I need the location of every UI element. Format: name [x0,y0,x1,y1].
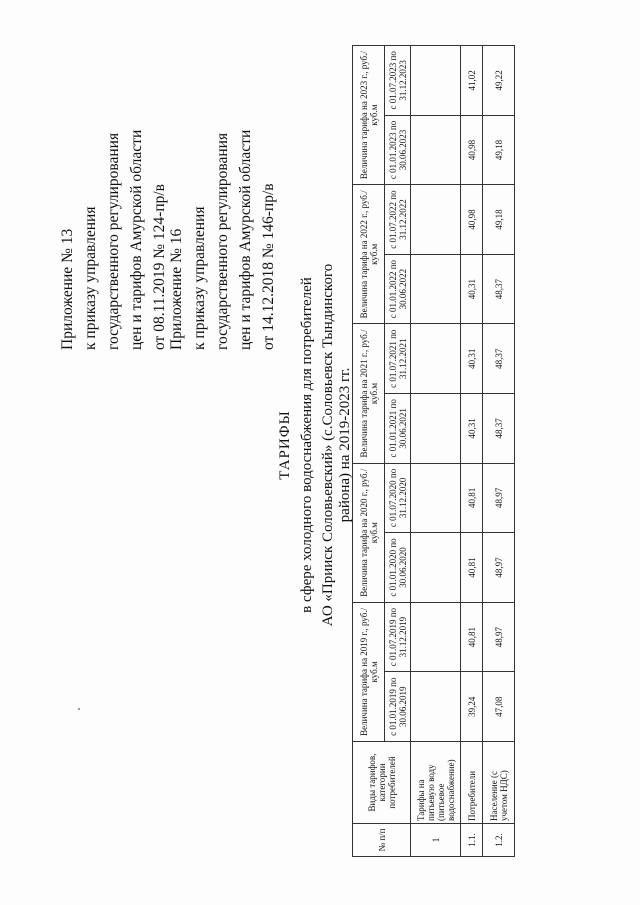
row-label: Население (с учетом НДС) [483,742,515,824]
period-header: с 01.01.2020 по 30.06.2020 [385,533,411,603]
period-header: с 01.01.2019 по 30.06.2019 [385,672,411,742]
table-period-row [385,46,411,857]
row-number: 1 [411,824,461,857]
tariff-value: 48,37 [483,394,515,464]
period-header: с 01.01.2021 по 30.06.2021 [385,394,411,464]
table-row [411,46,461,857]
col-header-year: Величина тарифа на 2020 г., руб./куб.м [353,463,385,602]
period-header: с 01.07.2021 по 31.12.2021 [385,324,411,394]
tariff-value: 48,97 [483,463,515,533]
appendix-13-line: государственного регулирования [105,132,122,350]
document-subtitle: в сфере холодного водоснабжения для потребителей [299,277,315,613]
tariff-value: 40,98 [461,185,483,255]
tariff-value [411,185,461,255]
period-header: с 01.01.2023 по 30.06.2023 [385,115,411,185]
tariff-value: 40,31 [461,254,483,324]
appendix-16-block [165,130,280,350]
appendix-16-line: Приложение № 16 [168,228,185,350]
tariff-value: 40,98 [461,115,483,185]
row-label: Потребители [461,742,483,824]
period-header: с 01.01.2022 по 30.06.2022 [385,254,411,324]
tariff-value: 40,31 [461,394,483,464]
scan-speck [78,708,80,710]
appendix-13-line: к приказу управления [82,206,99,350]
row-number: 1.1. [461,824,483,857]
table-header-row [353,46,385,857]
document-subtitle-org: АО «Прииск Соловьевский» (с.Соловьевск Тындинского района) на 2019-2023 гг. [320,263,353,627]
appendix-13-line: от 08.11.2019 № 124-пр/в [151,184,168,350]
tariff-value: 40,81 [461,533,483,603]
tariff-value [411,533,461,603]
document-title: ТАРИФЫ [277,410,293,480]
col-header-year: Величина тарифа на 2022 г., руб./куб.м [353,185,385,324]
tariff-value: 48,37 [483,324,515,394]
period-header: с 01.07.2020 по 31.12.2020 [385,463,411,533]
table-row [461,46,483,857]
tariff-value: 40,31 [461,324,483,394]
tariff-value: 48,97 [483,602,515,672]
tariff-value [411,115,461,185]
tariff-table [352,45,515,857]
table-row [483,46,515,857]
col-header-year: Величина тарифа на 2019 г., руб./куб.м [353,602,385,741]
tariff-value: 49,22 [483,46,515,116]
tariff-value [411,46,461,116]
tariff-value: 49,18 [483,185,515,255]
appendix-13-line: Приложение № 13 [59,228,76,350]
appendix-16-line: к приказу управления [191,206,208,350]
appendix-16-line: государственного регулирования [214,132,231,350]
tariff-value: 40,81 [461,602,483,672]
row-number: 1.2. [483,824,515,857]
period-header: с 01.07.2022 по 31.12.2022 [385,185,411,255]
tariff-value [411,394,461,464]
tariff-value [411,254,461,324]
tariff-value [411,602,461,672]
tariff-value: 40,81 [461,463,483,533]
appendix-13-line: цен и тарифов Амурской области [128,129,145,350]
col-header-number: № п/п [353,824,411,857]
col-header-kind: Виды тарифов, категории потребителей [353,742,411,824]
tariff-value: 41,02 [461,46,483,116]
appendix-16-line: от 14.12.2018 № 146-пр/в [260,183,277,350]
tariff-value: 47,08 [483,672,515,742]
tariff-value [411,324,461,394]
tariff-value: 49,18 [483,115,515,185]
col-header-year: Величина тарифа на 2023 г., руб./куб.м [353,46,385,185]
tariff-value: 39,24 [461,672,483,742]
tariff-value: 48,97 [483,533,515,603]
col-header-year: Величина тарифа на 2021 г., руб./куб.м [353,324,385,463]
period-header: с 01.07.2023 по 31.12.2023 [385,46,411,116]
appendix-16-line: цен и тарифов Амурской области [237,129,254,350]
tariff-value [411,463,461,533]
appendix-13-block [56,130,171,350]
tariff-value [411,672,461,742]
period-header: с 01.07.2019 по 31.12.2019 [385,602,411,672]
row-label: Тарифы на питьевую воду (питьевое водоснабжение) [411,742,461,824]
tariff-value: 48,37 [483,254,515,324]
